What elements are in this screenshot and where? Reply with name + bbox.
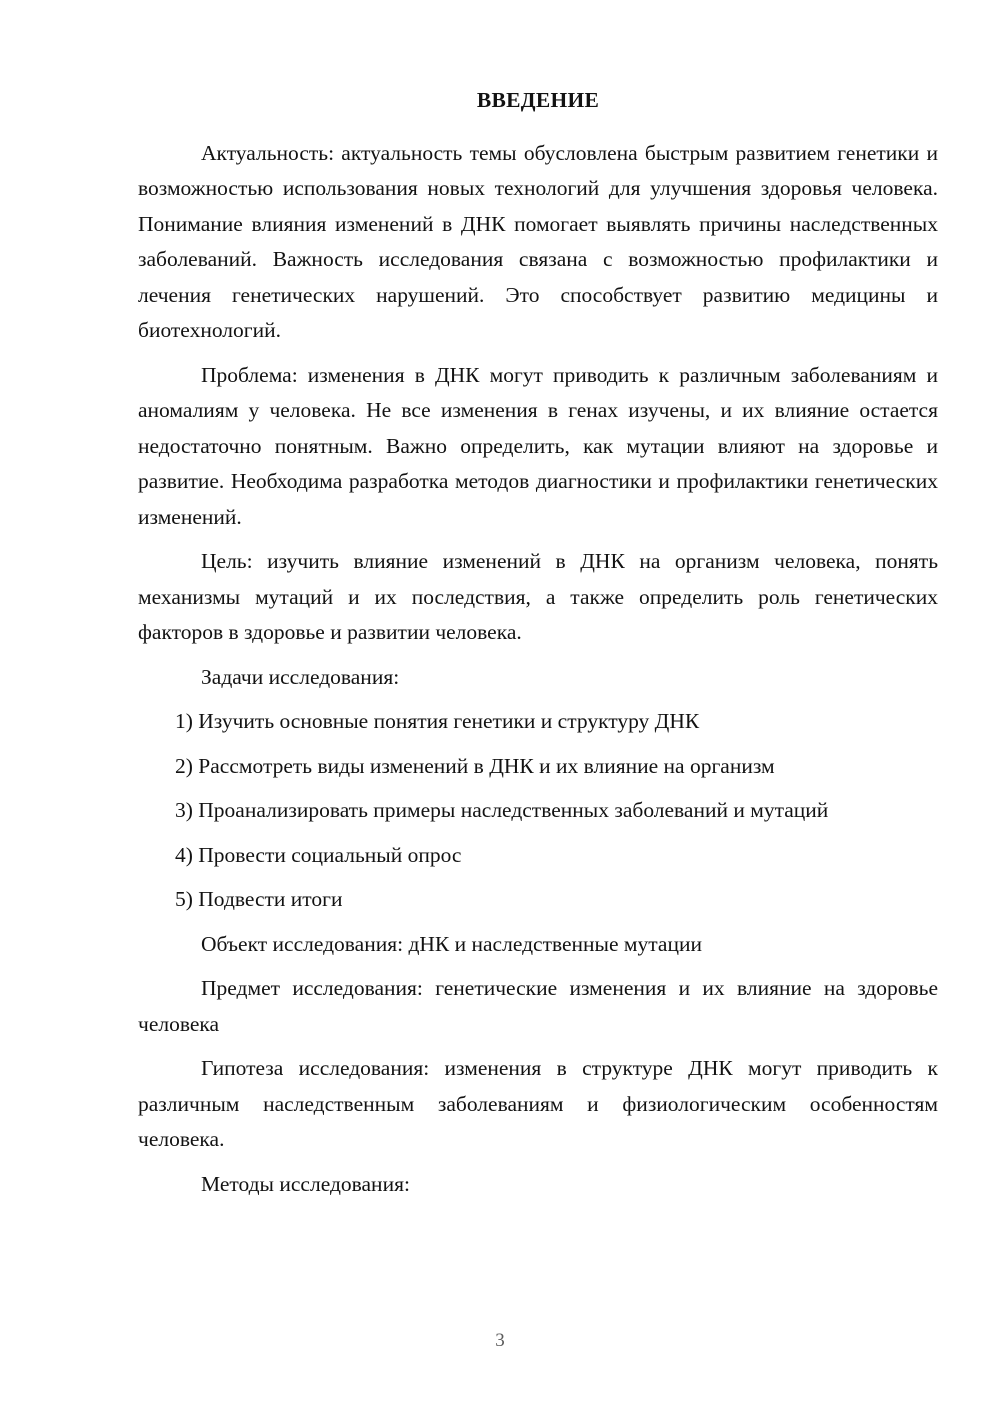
paragraph-problem: Проблема: изменения в ДНК могут приводить к различным заболеваниям и аномалиям у человека. Не все изменения в генах изучены, и их влияние остается недостаточно понятным. Важно определить, как мутации влияют на здоровье и развитие. Необходима разработка методов диагностики и профилактики генетических изменений. [138,362,938,529]
paragraph-goal: Цель: изучить влияние изменений в ДНК на организм человека, понять механизмы мутаций и их последствия, а также определить роль генетических факторов в здоровье и развитии человека. [138,549,938,645]
list-item: 4) Провести социальный опрос [175,842,462,867]
paragraph-hypothesis: Гипотеза исследования: изменения в структуре ДНК могут приводить к различным наследственным заболеваниям и физиологическим особенностям человека. [138,1056,938,1152]
tasks-label: Задачи исследования: [201,664,400,689]
methods-label: Методы исследования: [201,1171,410,1196]
list-item: 1) Изучить основные понятия генетики и структуру ДНК [175,709,700,734]
list-item: 5) Подвести итоги [175,887,343,912]
list-item: 2) Рассмотреть виды изменений в ДНК и их влияние на организм [175,753,775,778]
page-content [138,88,938,1211]
paragraph-object: Объект исследования: дНК и наследственные мутации [201,931,702,956]
page-number: 3 [495,1330,505,1351]
page-title: ВВЕДЕНИЕ [476,88,600,112]
paragraph-subject: Предмет исследования: генетические изменения и их влияние на здоровье человека [138,976,938,1036]
list-item: 3) Проанализировать примеры наследственных заболеваний и мутаций [175,798,829,823]
paragraph-relevance: Актуальность: актуальность темы обусловлена быстрым развитием генетики и возможностью использования новых технологий для улучшения здоровья человека. Понимание влияния изменений в ДНК помогает выявлять причины наследственных заболеваний. Важность исследования связана с возможностью профилактики и лечения генетических нарушений. Это способствует развитию медицины и биотехнологий. [138,140,938,343]
